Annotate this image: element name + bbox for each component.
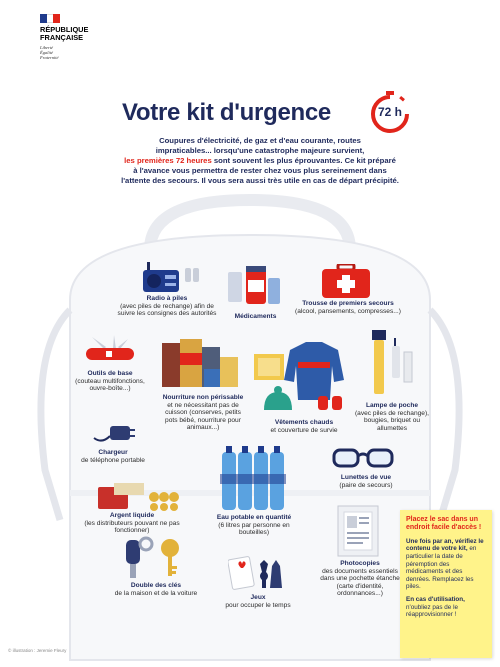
food-label bbox=[158, 394, 248, 432]
illustration-credit: © illustration : Jeremie Fleury bbox=[8, 648, 67, 653]
glasses-label bbox=[330, 474, 402, 489]
page-title: Votre kit d'urgence bbox=[122, 99, 331, 126]
tools-name: Outils de base bbox=[87, 370, 133, 377]
radio-desc: (avec piles de rechange) afin de suivre les consignes des autorités bbox=[117, 302, 217, 318]
flashlight-label bbox=[352, 402, 432, 432]
food-name: Nourriture non périssable bbox=[162, 394, 244, 401]
charger-icon bbox=[92, 420, 136, 446]
glasses-desc: (paire de secours) bbox=[339, 481, 393, 489]
republic-line2: FRANÇAISE bbox=[40, 33, 84, 42]
radio-icon bbox=[141, 258, 201, 294]
warm-clothes-icon bbox=[254, 340, 354, 416]
tools-desc: (couteau multifonctions, ouvre-boîte...) bbox=[75, 377, 145, 393]
flashlight-name: Lampe de poche bbox=[365, 402, 419, 409]
games-name: Jeux bbox=[250, 594, 266, 601]
intro-line2: impraticables... lorsqu'une catastrophe majeure survient, bbox=[155, 146, 365, 155]
badge-text: 72 h bbox=[377, 105, 402, 119]
clothes-label bbox=[262, 419, 346, 434]
charger-label bbox=[66, 449, 160, 464]
sticky-p2-rest: n'oubliez pas de le réapprovisionner ! bbox=[406, 603, 458, 619]
clothes-name: Vêtements chauds bbox=[274, 419, 334, 426]
intro-paragraph bbox=[95, 136, 425, 186]
flag-icon bbox=[40, 14, 60, 23]
copies-desc: des documents essentiels dans une pochette étanche (carte d'identité, ordonnances...) bbox=[320, 567, 400, 598]
sticky-paragraph1 bbox=[406, 538, 486, 591]
sticky-p1-bold: Une fois par an, vérifiez le contenu de votre kit, bbox=[406, 537, 484, 553]
water-desc: (6 litres par personne en bouteilles) bbox=[218, 521, 290, 537]
intro-line1: Coupures d'électricité, de gaz et d'eau courante, routes bbox=[159, 136, 361, 145]
motto-fraternite: Fraternité bbox=[40, 55, 59, 60]
first-aid-desc: (alcool, pansements, compresses...) bbox=[295, 307, 401, 315]
document-copies-icon bbox=[336, 504, 382, 558]
cash-icon bbox=[94, 483, 184, 511]
canned-food-icon bbox=[160, 333, 242, 393]
sticky-note bbox=[400, 510, 492, 658]
games-label bbox=[218, 594, 298, 609]
medicine-label bbox=[218, 313, 293, 321]
intro-line4: à l'avance vous permettra de rester chez vous plus sereinement dans bbox=[133, 166, 387, 175]
sticky-paragraph2 bbox=[406, 596, 486, 619]
multitool-icon bbox=[84, 333, 136, 365]
keys-icon bbox=[124, 534, 184, 580]
first-aid-label bbox=[293, 300, 403, 315]
keys-desc: de la maison et de la voiture bbox=[114, 589, 198, 597]
cash-label bbox=[78, 512, 186, 535]
intro-highlight: les premières 72 heures bbox=[124, 156, 212, 165]
first-aid-name: Trousse de premiers secours bbox=[302, 300, 394, 307]
keys-label bbox=[114, 582, 198, 597]
tools-label bbox=[72, 370, 148, 393]
keys-name: Double des clés bbox=[130, 582, 182, 589]
republique-logo bbox=[40, 14, 120, 60]
first-aid-kit-icon bbox=[322, 264, 370, 298]
intro-line3 bbox=[95, 156, 425, 166]
motto-liberte: Liberté bbox=[40, 45, 53, 50]
flashlight-desc: (avec piles de rechange), bougies, briquet ou allumettes bbox=[354, 409, 430, 432]
cash-name: Argent liquide bbox=[109, 512, 155, 519]
water-name: Eau potable en quantité bbox=[216, 514, 292, 521]
republic-line1: RÉPUBLIQUE bbox=[40, 25, 89, 34]
clothes-desc: et couverture de survie bbox=[270, 426, 338, 434]
radio-label bbox=[112, 295, 222, 318]
charger-name: Chargeur bbox=[98, 449, 128, 456]
copies-name: Photocopies bbox=[340, 560, 380, 567]
radio-name: Radio à piles bbox=[146, 295, 188, 302]
cash-desc: (les distributeurs pouvant ne pas fonctionner) bbox=[84, 519, 180, 535]
charger-desc: de téléphone portable bbox=[81, 456, 145, 464]
water-bottles-icon bbox=[218, 442, 288, 512]
intro-line3-rest: sont souvent les plus éprouvantes. Ce kit préparé bbox=[211, 156, 396, 165]
glasses-name: Lunettes de vue bbox=[340, 474, 392, 481]
food-desc: et ne nécessitant pas de cuisson (conserves, petits pots bébé, nourriture pour animaux...) bbox=[165, 401, 241, 432]
sticky-p1-rest: en particulier la date de péremption des médicaments et des denrées. Remplacez les piles. bbox=[406, 545, 477, 591]
games-icon bbox=[228, 546, 284, 592]
water-label bbox=[204, 514, 304, 537]
flashlight-icon bbox=[366, 330, 416, 400]
sticky-p2-bold: En cas d'utilisation, bbox=[406, 595, 465, 603]
medicine-name: Médicaments bbox=[234, 313, 277, 320]
motto-egalite: Égalité bbox=[40, 50, 53, 55]
intro-line5: l'attente des secours. Il vous sera aussi très utile en cas de départ précipité. bbox=[121, 176, 399, 185]
games-desc: pour occuper le temps bbox=[225, 601, 291, 609]
medicine-icon bbox=[226, 262, 282, 310]
copies-label bbox=[318, 560, 402, 598]
stopwatch-badge bbox=[368, 90, 412, 134]
sticky-heading: Placez le sac dans un endroit facile d'accès ! bbox=[406, 516, 482, 532]
glasses-icon bbox=[332, 446, 394, 470]
